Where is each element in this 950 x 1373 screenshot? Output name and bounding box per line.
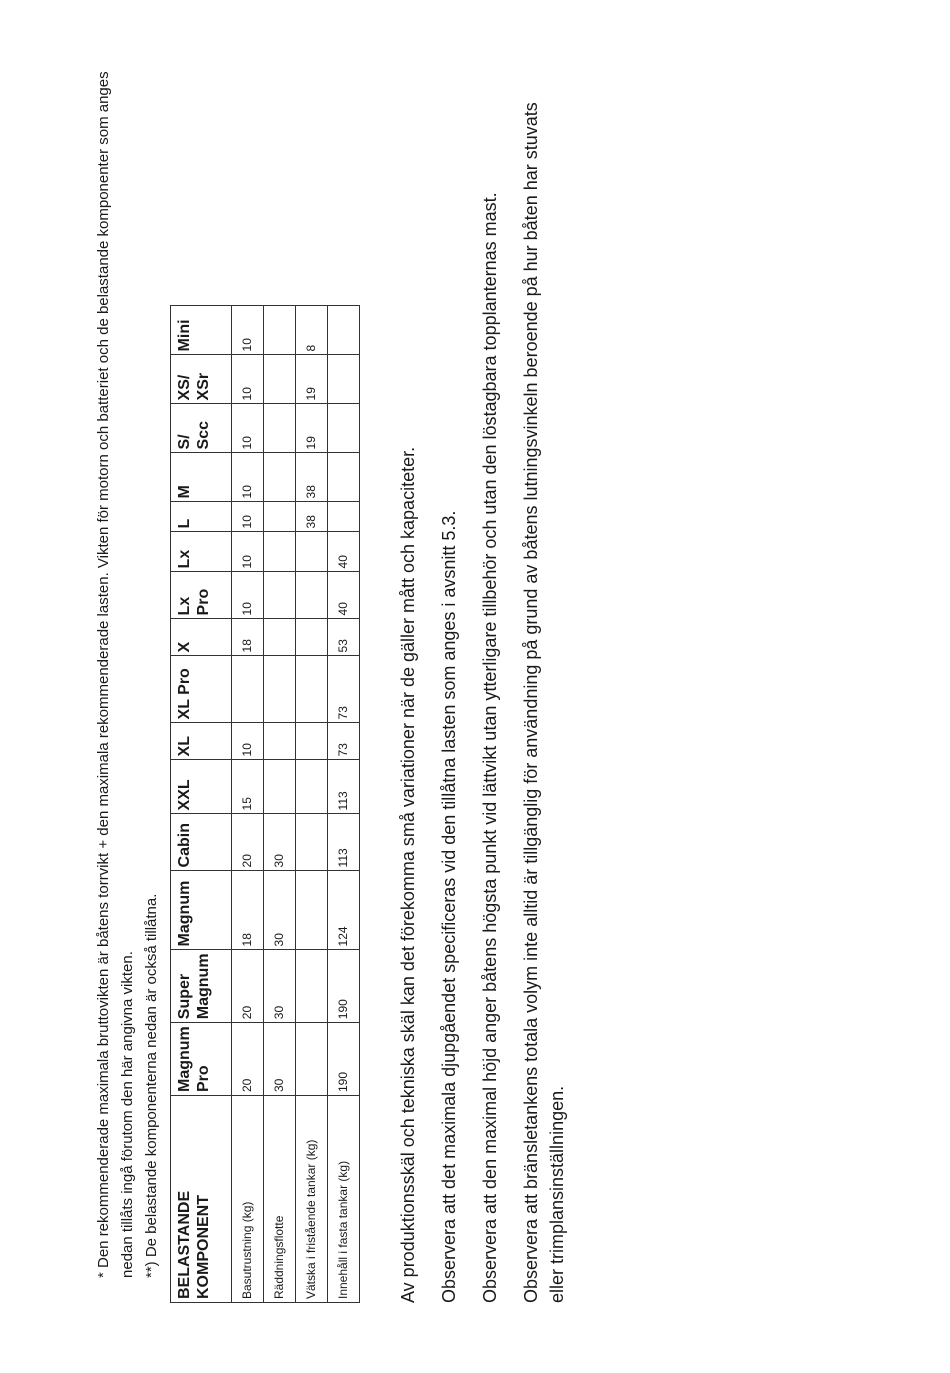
- table-cell: 113: [328, 814, 360, 871]
- paragraph-draught: Observera att det maximala djupgåendet specificeras vid den tillåtna lasten som anges i avsnitt 5.3.: [439, 510, 459, 1303]
- table-cell: 190: [328, 950, 360, 1023]
- table-cell: 30: [264, 950, 296, 1023]
- table-row: [328, 306, 360, 1303]
- table-cell: 10: [232, 572, 264, 619]
- table-cell: [232, 656, 264, 723]
- table-cell: 19: [296, 404, 328, 453]
- header-xl-pro: XL Pro: [171, 656, 232, 723]
- row-label: Innehåll i fasta tankar (kg): [328, 1096, 360, 1303]
- table-cell: [264, 502, 296, 532]
- table-cell: [264, 404, 296, 453]
- table-cell: 10: [232, 355, 264, 404]
- header-component: BELASTANDE KOMPONENT: [171, 1096, 232, 1303]
- load-components-table: [170, 305, 360, 1303]
- table-cell: [328, 306, 360, 355]
- header-super-magnum: Super Magnum: [171, 950, 232, 1023]
- table-cell: [328, 355, 360, 404]
- table-cell: [296, 572, 328, 619]
- header-mini: Mini: [171, 306, 232, 355]
- table-cell: 10: [232, 532, 264, 572]
- table-cell: 30: [264, 871, 296, 950]
- footnotes: [92, 68, 164, 1278]
- header-magnum: Magnum: [171, 871, 232, 950]
- table-cell: [264, 619, 296, 656]
- table-cell: [328, 404, 360, 453]
- table-cell: [264, 760, 296, 814]
- table-cell: [264, 723, 296, 760]
- table-cell: [264, 532, 296, 572]
- table-cell: 73: [328, 656, 360, 723]
- table-cell: 19: [296, 355, 328, 404]
- table-cell: [296, 723, 328, 760]
- table-cell: [296, 871, 328, 950]
- table-cell: 18: [232, 619, 264, 656]
- table-cell: 10: [232, 404, 264, 453]
- table-cell: [296, 1023, 328, 1096]
- table-cell: 20: [232, 950, 264, 1023]
- table-cell: 38: [296, 502, 328, 532]
- table-cell: [264, 572, 296, 619]
- row-label: Basutrustning (kg): [232, 1096, 264, 1303]
- table-cell: 40: [328, 532, 360, 572]
- rotated-page-content: [0, 73, 950, 1373]
- table-row: [296, 306, 328, 1303]
- header-xl: XL: [171, 723, 232, 760]
- table-cell: 10: [232, 306, 264, 355]
- row-label: Vätska i fristående tankar (kg): [296, 1096, 328, 1303]
- header-m: M: [171, 453, 232, 502]
- table-cell: [296, 950, 328, 1023]
- table-cell: 20: [232, 814, 264, 871]
- table-cell: 38: [296, 453, 328, 502]
- header-xs-xsr: XS/ XSr: [171, 355, 232, 404]
- table-cell: 73: [328, 723, 360, 760]
- table-header-row: [171, 306, 232, 1303]
- table-cell: 190: [328, 1023, 360, 1096]
- row-label: Räddningsflotte: [264, 1096, 296, 1303]
- table-cell: [328, 502, 360, 532]
- table-cell: 18: [232, 871, 264, 950]
- footnote-components: **) De belastande komponenterna nedan är också tillåtna.: [143, 893, 160, 1278]
- table-cell: 10: [232, 723, 264, 760]
- table-cell: 40: [328, 572, 360, 619]
- table-cell: 113: [328, 760, 360, 814]
- header-s-scc: S/ Scc: [171, 404, 232, 453]
- table-cell: [264, 355, 296, 404]
- table-cell: [296, 619, 328, 656]
- table-cell: [296, 814, 328, 871]
- paragraph-fuel-tank: Observera att bränsletankens totala volym inte alltid är tillgänglig för användning på grund av båtens lutningsvinkeln beroende på hur båten har stuvats eller trimplansinställningen.: [521, 102, 567, 1303]
- table-cell: [296, 532, 328, 572]
- table-cell: [296, 760, 328, 814]
- table-row: [264, 306, 296, 1303]
- paragraph-variations: Av produktionsskäl och tekniska skäl kan det förekomma små variationer när de gäller mått och kapaciteter.: [398, 446, 418, 1303]
- paragraph-max-height: Observera att den maximal höjd anger båtens högsta punkt vid lättvikt utan ytterligare tillbehör och utan den löstagbara topplanternas mast.: [480, 192, 500, 1303]
- table-cell: 10: [232, 502, 264, 532]
- table-body: [232, 306, 360, 1303]
- header-cabin: Cabin: [171, 814, 232, 871]
- table-cell: 10: [232, 453, 264, 502]
- table-cell: 20: [232, 1023, 264, 1096]
- header-lx-pro: Lx Pro: [171, 572, 232, 619]
- table-row: [232, 306, 264, 1303]
- header-lx: Lx: [171, 532, 232, 572]
- table-cell: 53: [328, 619, 360, 656]
- table-cell: [296, 656, 328, 723]
- table-cell: 8: [296, 306, 328, 355]
- table-cell: 15: [232, 760, 264, 814]
- table-cell: [264, 306, 296, 355]
- header-x: X: [171, 619, 232, 656]
- table-cell: 30: [264, 814, 296, 871]
- header-xxl: XXL: [171, 760, 232, 814]
- body-paragraphs: [395, 83, 585, 1303]
- table-cell: [264, 453, 296, 502]
- table-cell: 30: [264, 1023, 296, 1096]
- table-cell: [264, 656, 296, 723]
- table-cell: 124: [328, 871, 360, 950]
- footnote-weight: * Den rekommenderade maximala bruttovikten är båtens torrvikt + den maximala rekommenderade lasten. Vikten för motorn och batteriet och de belastande komponenter som anges nedan tillåts ingå förutom den här angivna vikten.: [95, 71, 136, 1278]
- header-l: L: [171, 502, 232, 532]
- table-cell: [328, 453, 360, 502]
- header-magnum-pro: Magnum Pro: [171, 1023, 232, 1096]
